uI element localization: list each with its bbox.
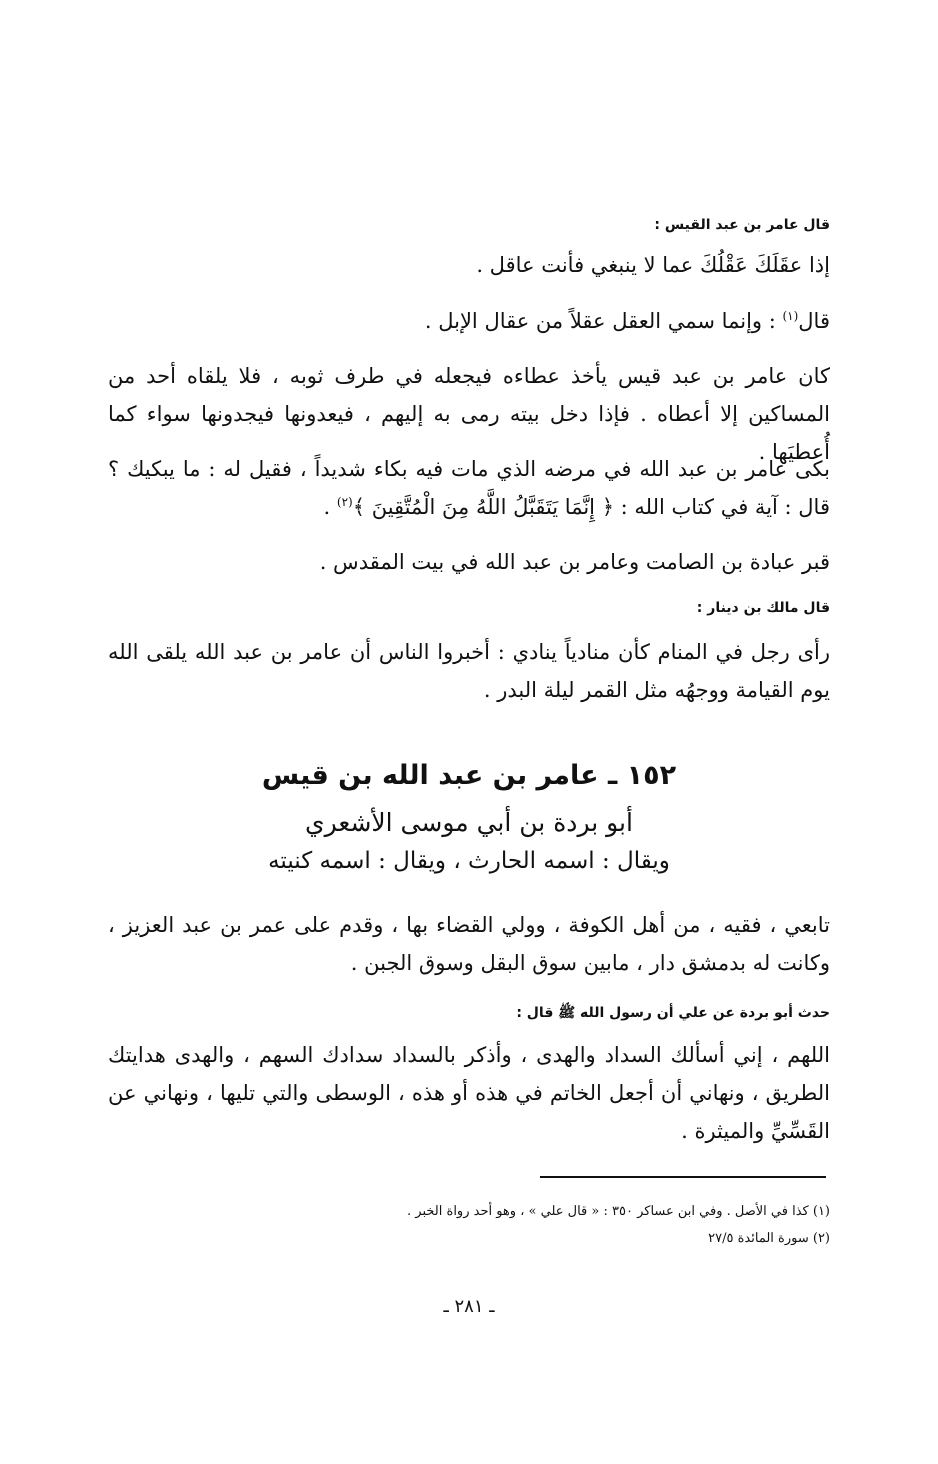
- page-number: ـ ٢٨١ ـ: [443, 1296, 495, 1317]
- quote-intro-malik: [108, 598, 830, 618]
- footnotes: [108, 1202, 830, 1249]
- entry-title: ١٥٢ ـ عامر بن عبد الله بن قيس: [261, 760, 677, 791]
- entry-subtitle: أبو بردة بن أبي موسى الأشعري: [305, 808, 633, 837]
- intro-text: قال مالك بن دينار :: [696, 600, 830, 616]
- entry-subtitle-2: ويقال : اسمه الحارث ، ويقال : اسمه كنيته: [268, 848, 670, 874]
- quote-intro-amer: [108, 215, 830, 235]
- paragraph-rest: : وإنما سمي العقل عقلاً من عقال الإبل .: [424, 309, 783, 333]
- footnote-ref: (٢): [336, 495, 353, 509]
- paragraph-text: [108, 302, 830, 340]
- footnote-separator: [540, 1176, 826, 1178]
- intro-text: قال عامر بن عبد القيس :: [654, 217, 830, 233]
- paragraph: [108, 906, 830, 982]
- paragraph: [108, 246, 830, 284]
- paragraph-text: تابعي ، فقيه ، من أهل الكوفة ، وولي القضاء بها ، وقدم على عمر بن عبد العزيز ، وكانت له بدمشق دار ، مابين سوق البقل وسوق الجبن .: [108, 913, 830, 975]
- paragraph-text: إذا عقَلَكَ عَقْلُكَ عما لا ينبغي فأنت عاقل .: [476, 253, 830, 277]
- paragraph: [108, 450, 830, 526]
- paragraph-text: رأى رجل في المنام كأن منادياً ينادي : أخبروا الناس أن عامر بن عبد الله يلقى الله يوم القيامة ووجهُه مثل القمر ليلة البدر .: [108, 640, 830, 702]
- paragraph: [108, 543, 830, 581]
- paragraph-text: كان عامر بن عبد قيس يأخذ عطاءه فيجعله في طرف ثوبه ، فلا يلقاه أحد من المساكين إلا أعطاه . فإذا دخل بيته رمى به إليهم ، فيعدونها فيجدونها سواء كما أُعطيَها .: [108, 364, 830, 464]
- paragraph: [108, 302, 830, 340]
- paragraph-text: قبر عبادة بن الصامت وعامر بن عبد الله في بيت المقدس .: [319, 550, 830, 574]
- footnote-1: (١) كذا في الأصل . وفي ابن عساكر ٣٥٠ : « قال علي » ، وهو أحد رواة الخبر .: [407, 1204, 830, 1219]
- footnote-2: (٢) سورة المائدة ٢٧/٥: [708, 1231, 830, 1246]
- paragraph-end: .: [323, 495, 337, 519]
- paragraph-main: بكى عامر بن عبد الله في مرضه الذي مات فيه بكاء شديداً ، فقيل له : ما يبكيك ؟ قال : آية في كتاب الله : ﴿ إِنَّمَا يَتَقَبَّلُ اللَّهُ مِنَ الْمُتَّقِينَ ﴾: [108, 457, 830, 519]
- paragraph: [108, 633, 830, 709]
- paragraph-text: [108, 450, 830, 526]
- paragraph-text: اللهم ، إني أسألك السداد والهدى ، وأذكر بالسداد سدادك السهم ، والهدى هدايتك الطريق ، ونهاني أن أجعل الخاتم في هذه أو هذه ، الوسطى والتي تليها ، ونهاني عن القَسِّيِّ والميثرة .: [108, 1043, 830, 1143]
- quote-intro-hadith: [108, 1003, 830, 1023]
- said-word: قال: [798, 309, 830, 333]
- footnote-ref: (١): [782, 309, 799, 323]
- intro-text: حدث أبو بردة عن علي أن رسول الله ﷺ قال :: [516, 1005, 830, 1021]
- paragraph: [108, 1036, 830, 1150]
